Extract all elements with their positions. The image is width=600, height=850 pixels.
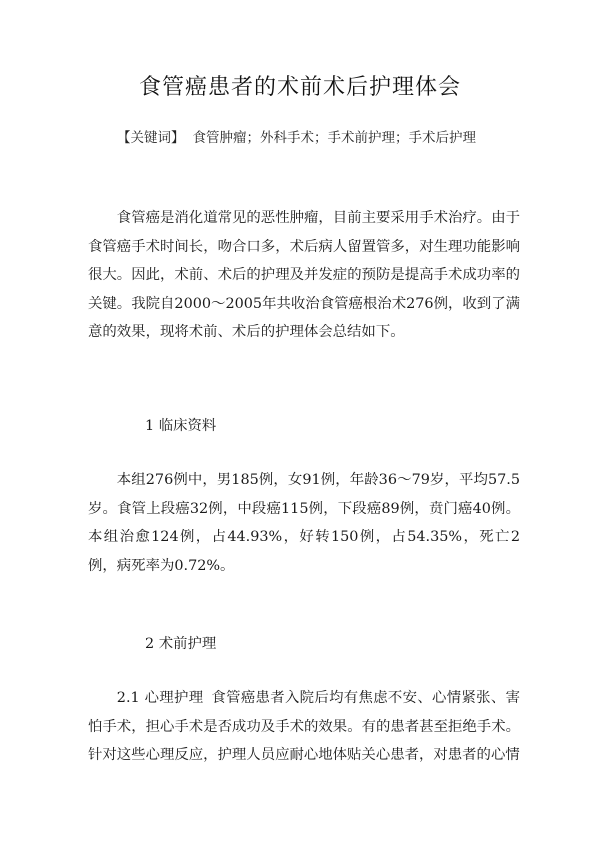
keywords-text: 食管肿瘤；外科手术；手术前护理；手术后护理 [192,130,476,146]
section-heading-preop-care: 2 术前护理 [145,636,217,652]
psych-care-text: 食管癌患者入院后均有焦虑不安、心情紧张、害怕手术，担心手术是否成功及手术的效果。有的患者甚至拒绝手术。针对这些心理反应，护理人员应耐心地体贴关心患者，对患者的心情 [88,690,520,764]
keywords-line [117,126,476,146]
section-heading-clinical-data: 1 临床资料 [145,418,217,434]
intro-paragraph: 食管癌是消化道常见的恶性肿瘤，目前主要采用手术治疗。由于食管癌手术时间长，吻合口多，术后病人留置管多，对生理功能影响很大。因此，术前、术后的护理及并发症的预防是提高手术成功率的关键。我院自2000～2005年共收治食管癌根治术276例，收到了满意的效果，现将术前、术后的护理体会总结如下。 [88,210,520,341]
keywords-label: 【关键词】 [117,130,185,146]
psych-care-paragraph [88,684,520,770]
clinical-data-paragraph: 本组276例中，男185例，女91例，年龄36～79岁，平均57.5岁。食管上段癌32例，中段癌115例，下段癌89例，贲门癌40例。本组治愈124例，占44.93%，好转150例，占54.35%，死亡2例，病死率为0.72%。 [88,472,520,574]
document-title: 食管癌患者的术前术后护理体会 [138,75,461,100]
psych-care-label: 2.1 心理护理 [116,690,204,706]
